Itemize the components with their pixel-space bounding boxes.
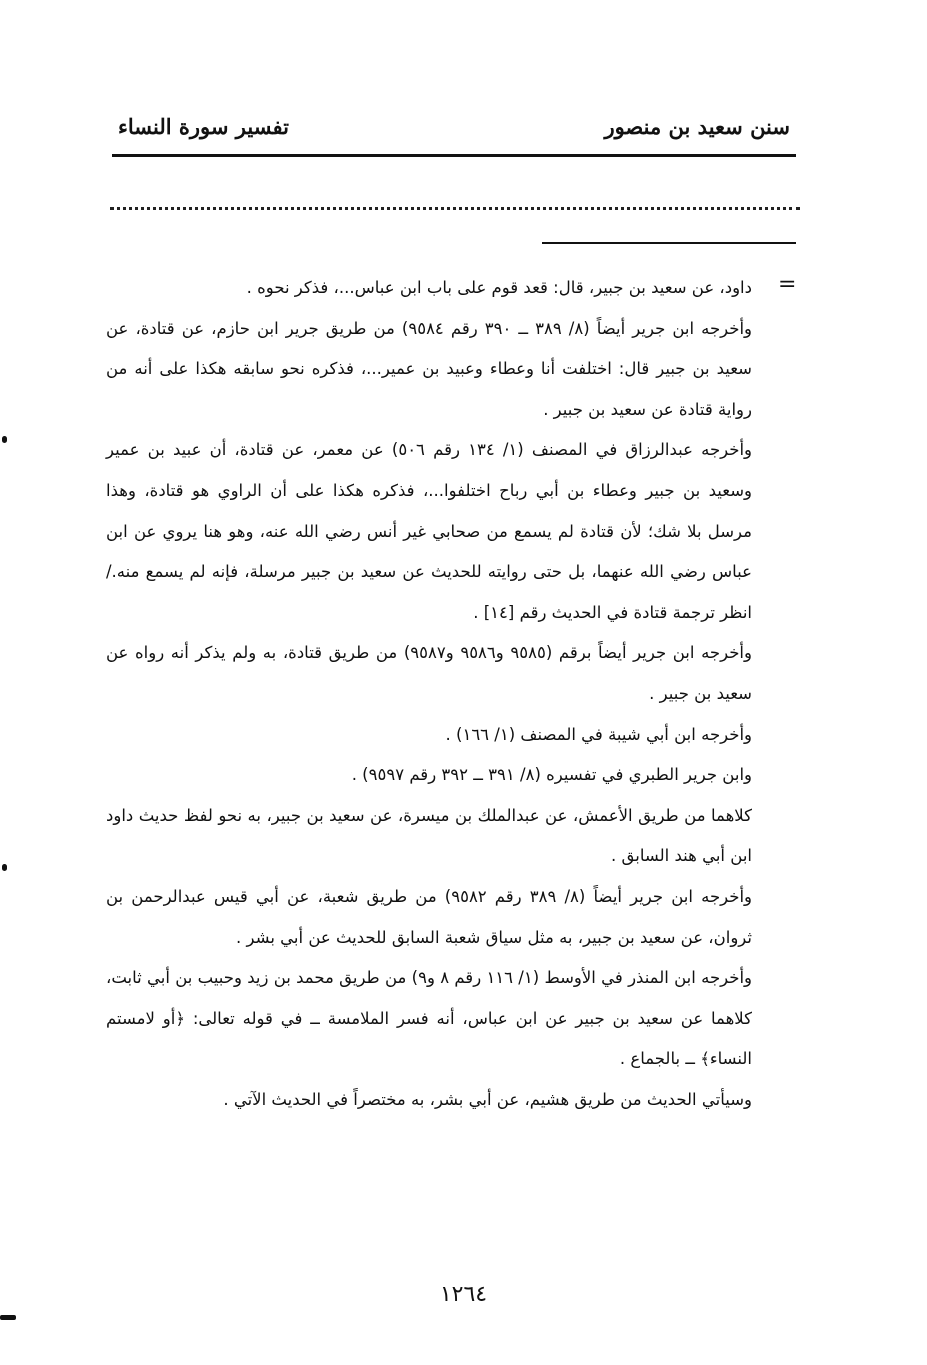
scan-speck <box>0 1315 16 1320</box>
paragraph: وأخرجه ابن جرير أيضاً (٨/ ٣٨٩ ــ ٣٩٠ رقم ٩٥٨٤) من طريق جرير ابن حازم، عن قتادة، عن سعيد بن جبير قال: اختلفت أنا وعطاء وعبيد بن عمير...، فذكره نحو سابقه هكذا على أنه من رواية قتادة عن سعيد بن جبير . <box>106 318 753 419</box>
scan-speck <box>2 436 7 443</box>
paragraph: وأخرجه عبدالرزاق في المصنف (١/ ١٣٤ رقم ٥٠٦) عن معمر، عن قتادة، أن عبيد بن عمير وسعيد بن جبير وعطاء بن أبي رباح اختلفوا...، فذكره هكذا على أن الراوي هو قتادة، وهذا مرسل بلا شك؛ لأن قتادة لم يسمع من صحابي غير أنس رضي الله عنه، وهو هنا يروي عن ابن عباس رضي الله عنهما، بل حتى روايته للحديث عن سعيد بن جبير مرسلة، فإنه لم يسمع منه./ انظر ترجمة قتادة في الحديث رقم [١٤] . <box>106 440 752 622</box>
scan-speck <box>2 864 7 871</box>
paragraph: وأخرجه ابن أبي شيبة في المصنف (١/ ١٦٦) . <box>445 724 752 744</box>
paragraph: كلاهما من طريق الأعمش، عن عبدالملك بن ميسرة، عن سعيد بن جبير، به نحو لفظ حديث داود ابن أبي هند السابق . <box>106 805 752 866</box>
paragraph: وأخرجه ابن جرير أيضاً برقم (٩٥٨٥ و٩٥٨٦ و٩٥٨٧) من طريق قتادة، به ولم يذكر أنه رواه عن سعيد بن جبير . <box>106 643 752 703</box>
dotted-separator <box>110 207 800 210</box>
paragraph: وسيأتي الحديث من طريق هشيم، عن أبي بشر، به مختصراً في الحديث الآتي . <box>223 1089 752 1109</box>
chapter-title: تفسير سورة النساء <box>118 114 289 139</box>
paragraph: وأخرجه ابن جرير أيضاً (٨/ ٣٨٩ رقم ٩٥٨٢) من طريق شعبة، عن أبي قيس عبدالرحمن بن ثروان، عن سعيد بن جبير، به مثل سياق شعبة السابق للحديث عن أبي بشر . <box>106 886 752 947</box>
paragraph: داود، عن سعيد بن جبير، قال: قعد قوم على باب ابن عباس...، فذكر نحوه . <box>246 278 752 297</box>
footnote-separator <box>542 242 796 244</box>
paragraph: وأخرجه ابن المنذر في الأوسط (١/ ١١٦ رقم ٨ و٩) من طريق محمد بن زيد وحبيب بن أبي ثابت، كلاهما عن سعيد بن جبير عن ابن عباس، أنه فسر الملامسة ــ في قوله تعالى: ﴿أو لامستم النساء﴾ ــ بالجماع . <box>106 968 753 1069</box>
header-rule <box>112 154 796 157</box>
running-header <box>112 112 796 148</box>
page-number: ١٢٦٤ <box>439 1282 488 1307</box>
paragraph: وابن جرير الطبري في تفسيره (٨/ ٣٩١ ــ ٣٩٢ رقم ٩٥٩٧) . <box>351 765 752 785</box>
book-title: سنن سعيد بن منصور <box>604 114 790 139</box>
footnote-body <box>106 268 752 1120</box>
continuation-mark: = <box>778 272 797 297</box>
